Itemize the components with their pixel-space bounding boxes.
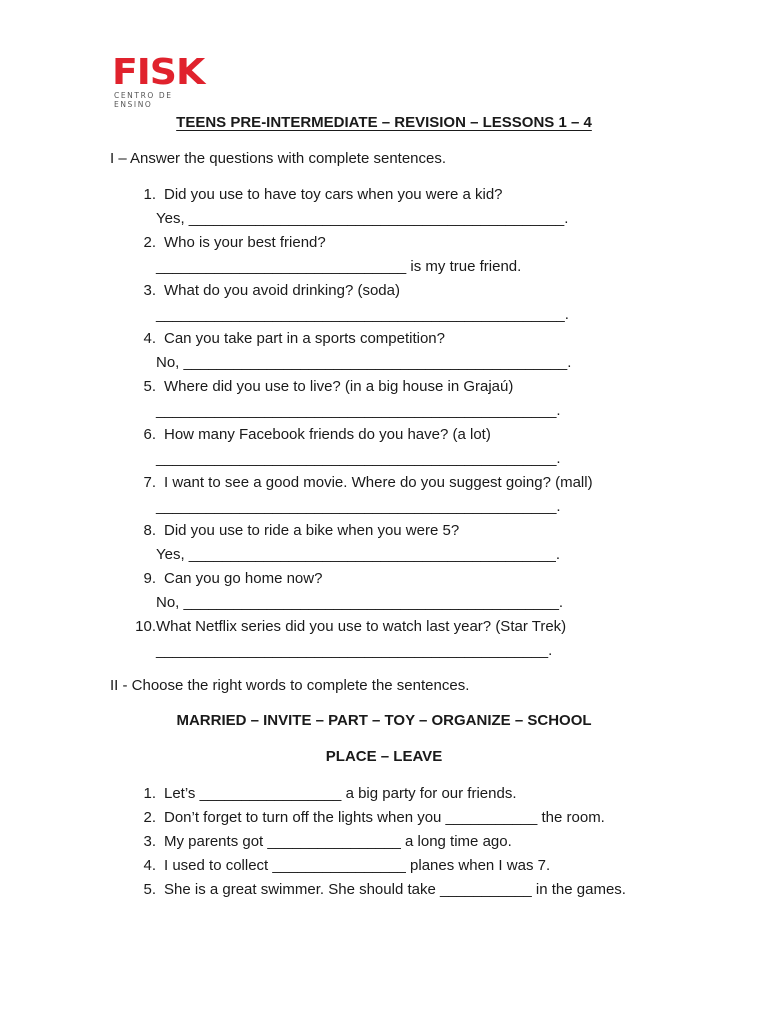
question-number: 3.	[143, 282, 156, 299]
sentence-text: Don’t forget to turn off the lights when you ___________ the room.	[164, 809, 605, 826]
question-text: What Netflix series did you use to watch last year? (Star Trek)	[156, 618, 567, 635]
logo-tagline: CENTRO DE ENSINO	[114, 91, 173, 109]
sentence-number: 4.	[143, 857, 156, 874]
answer-line-10: _______________________________________________.	[156, 642, 553, 659]
question-5	[110, 378, 513, 395]
question-6	[110, 426, 491, 443]
question-3	[110, 282, 400, 299]
answer-line-8: Yes, ____________________________________________.	[156, 546, 561, 563]
answer-line-6: ________________________________________________.	[156, 450, 561, 467]
sentence-4	[110, 857, 550, 874]
sentence-number: 3.	[143, 833, 156, 850]
question-number: 6.	[143, 426, 156, 443]
question-number: 9.	[143, 570, 156, 587]
sentence-text: Let’s _________________ a big party for our friends.	[164, 785, 517, 802]
answer-line-5: ________________________________________________.	[156, 402, 561, 419]
question-number: 1.	[143, 186, 156, 203]
sentence-number: 2.	[143, 809, 156, 826]
question-9	[110, 570, 322, 587]
section-1-heading: I – Answer the questions with complete sentences.	[110, 150, 447, 167]
question-8	[110, 522, 459, 539]
question-text: What do you avoid drinking? (soda)	[164, 282, 400, 299]
question-7	[110, 474, 593, 491]
page-title	[0, 114, 768, 131]
question-number: 4.	[143, 330, 156, 347]
question-2	[110, 234, 326, 251]
question-number: 2.	[143, 234, 156, 251]
question-text: Did you use to have toy cars when you were a kid?	[164, 186, 503, 203]
sentence-text: My parents got ________________ a long time ago.	[164, 833, 512, 850]
question-number: 7.	[143, 474, 156, 491]
question-number: 10.	[135, 618, 156, 635]
answer-line-2: ______________________________ is my true friend.	[156, 258, 522, 275]
sentence-1	[110, 785, 517, 802]
question-10	[110, 618, 566, 635]
question-number: 5.	[143, 378, 156, 395]
answer-line-9: No, _____________________________________________.	[156, 594, 564, 611]
word-bank-line-2: PLACE – LEAVE	[325, 748, 443, 765]
logo-brand: FISK	[112, 52, 205, 93]
answer-line-3: _________________________________________________.	[156, 306, 569, 323]
question-1	[110, 186, 503, 203]
answer-line-4: No, ______________________________________________.	[156, 354, 572, 371]
sentence-text: She is a great swimmer. She should take ___________ in the games.	[164, 881, 626, 898]
question-text: Can you take part in a sports competition?	[164, 330, 445, 347]
question-text: Where did you use to live? (in a big house in Grajaú)	[164, 378, 514, 395]
section-2-heading: II - Choose the right words to complete the sentences.	[110, 677, 470, 694]
sentence-text: I used to collect ________________ planes when I was 7.	[164, 857, 551, 874]
word-bank-line-1: MARRIED – INVITE – PART – TOY – ORGANIZE – SCHOOL	[176, 712, 592, 729]
sentence-2	[110, 809, 605, 826]
answer-line-7: ________________________________________________.	[156, 498, 561, 515]
question-number: 8.	[143, 522, 156, 539]
sentence-3	[110, 833, 512, 850]
question-text: Did you use to ride a bike when you were 5?	[164, 522, 460, 539]
sentence-number: 5.	[143, 881, 156, 898]
page-title-text: TEENS PRE-INTERMEDIATE – REVISION – LESSONS 1 – 4	[176, 114, 592, 131]
question-text: I want to see a good movie. Where do you suggest going? (mall)	[164, 474, 593, 491]
question-4	[110, 330, 445, 347]
question-text: Who is your best friend?	[164, 234, 326, 251]
sentence-number: 1.	[143, 785, 156, 802]
answer-line-1: Yes, _____________________________________________.	[156, 210, 569, 227]
fisk-logo	[112, 52, 212, 109]
question-text: How many Facebook friends do you have? (a lot)	[164, 426, 491, 443]
sentence-5	[110, 881, 626, 898]
question-text: Can you go home now?	[164, 570, 323, 587]
